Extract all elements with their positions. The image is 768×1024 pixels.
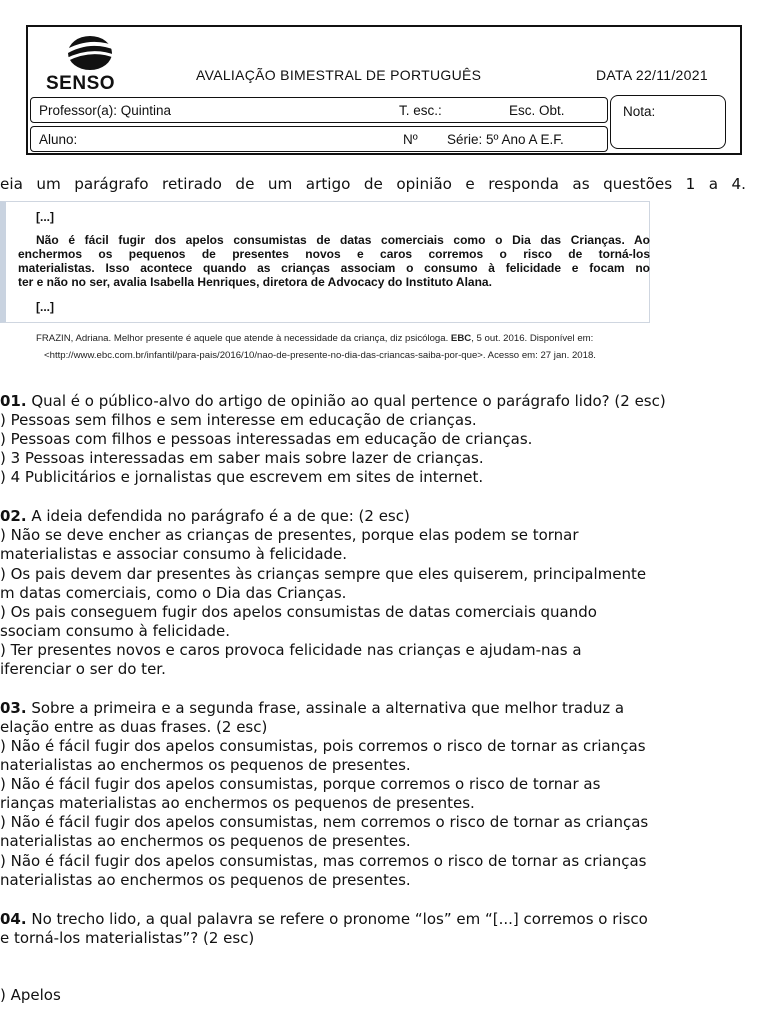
q3-option-line: ) Não é fácil fugir dos apelos consumistas, mas corremos o risco de tornar as crianças bbox=[0, 852, 647, 870]
question-3-cont: elação entre as duas frases. (2 esc) bbox=[0, 718, 268, 736]
teacher-field: Professor(a): Quintina bbox=[39, 103, 172, 118]
q2-option-line: ) Os pais conseguem fugir dos apelos consumistas de datas comerciais quando bbox=[0, 603, 597, 621]
question-3: 03. Sobre a primeira e a segunda frase, assinale a alternativa que melhor traduz a bbox=[0, 699, 625, 717]
q2-option-line: ) Ter presentes novos e caros provoca felicidade nas crianças e ajudam-nas a bbox=[0, 641, 582, 659]
quote-line: Não é fácil fugir dos apelos consumistas de datas comerciais como o Dia das Crianças. Ao bbox=[36, 233, 650, 247]
q3-option-line: rianças materialistas ao enchermos os pequenos de presentes. bbox=[0, 794, 475, 812]
grade-label: Nota: bbox=[623, 104, 656, 119]
q3-option-line: ) Não é fácil fugir dos apelos consumistas, nem corremos o risco de tornar as crianças bbox=[0, 813, 649, 831]
q4-option: ) Apelos bbox=[0, 986, 61, 1004]
question-4-cont: e torná-los materialistas”? (2 esc) bbox=[0, 929, 255, 947]
quote-box bbox=[0, 201, 650, 323]
q2-option-line: ssociam consumo à felicidade. bbox=[0, 622, 231, 640]
quote-ellipsis-top: [...] bbox=[36, 210, 54, 224]
exam-title: AVALIAÇÃO BIMESTRAL DE PORTUGUÊS bbox=[196, 67, 482, 83]
q2-option-line: materialistas e associar consumo à felicidade. bbox=[0, 545, 348, 563]
q3-option-line: naterialistas ao enchermos os pequenos de presentes. bbox=[0, 756, 411, 774]
q2-option-line: iferenciar o ser do ter. bbox=[0, 660, 166, 678]
q1-option: ) 3 Pessoas interessadas em saber mais sobre lazer de crianças. bbox=[0, 449, 484, 467]
q1-option: ) Pessoas com filhos e pessoas interessadas em educação de crianças. bbox=[0, 430, 533, 448]
q1-option: ) Pessoas sem filhos e sem interesse em educação de crianças. bbox=[0, 411, 477, 429]
q3-option-line: ) Não é fácil fugir dos apelos consumistas, porque corremos o risco de tornar as bbox=[0, 775, 601, 793]
quote-line: enchermos os pequenos de presentes novos e caros corremos o risco de torná-los bbox=[18, 247, 650, 261]
question-2: 02. A ideia defendida no parágrafo é a de que: (2 esc) bbox=[0, 507, 410, 525]
teacher-row bbox=[30, 97, 608, 123]
reference-url: <http://www.ebc.com.br/infantil/para-pais/2016/10/nao-de-presente-no-dia-das-criancas-saiba-por-que>. Acesso em: 27 jan. 2018. bbox=[44, 350, 596, 361]
quote-ellipsis-bottom: [...] bbox=[36, 300, 54, 314]
student-field: Aluno: bbox=[39, 132, 78, 147]
q3-option-line: naterialistas ao enchermos os pequenos de presentes. bbox=[0, 832, 411, 850]
quote-line: materialistas. Isso acontece quando as crianças associam o consumo à felicidade e focam no bbox=[18, 261, 650, 275]
number-field: Nº bbox=[403, 132, 418, 147]
q1-option: ) 4 Publicitários e jornalistas que escrevem em sites de internet. bbox=[0, 468, 484, 486]
question-4: 04. No trecho lido, a qual palavra se refere o pronome “los” em “[...] corremos o risco bbox=[0, 910, 648, 928]
q2-option-line: m datas comerciais, como o Dia das Crianças. bbox=[0, 584, 347, 602]
q2-option-line: ) Os pais devem dar presentes às crianças sempre que eles quiserem, principalmente bbox=[0, 565, 647, 583]
esc-obt-field: Esc. Obt. bbox=[509, 103, 565, 118]
q2-option-line: ) Não se deve encher as crianças de presentes, porque elas podem se tornar bbox=[0, 526, 579, 544]
q3-option-line: naterialistas ao enchermos os pequenos de presentes. bbox=[0, 871, 411, 889]
question-1: 01. Qual é o público-alvo do artigo de opinião ao qual pertence o parágrafo lido? (2 esc) bbox=[0, 392, 666, 410]
exam-date: DATA 22/11/2021 bbox=[596, 67, 708, 83]
instruction: eia um parágrafo retirado de um artigo de opinião e responda as questões 1 a 4. bbox=[0, 175, 746, 193]
quote-line: ter e não no ser, avalia Isabella Henriques, diretora de Advocacy do Instituto Alana. bbox=[18, 275, 492, 289]
reference-line: FRAZIN, Adriana. Melhor presente é aquele que atende à necessidade da criança, diz psicóloga. EBC, 5 out. 2016. Disponível em: bbox=[36, 333, 594, 344]
q3-option-line: ) Não é fácil fugir dos apelos consumistas, pois corremos o risco de tornar as crianças bbox=[0, 737, 646, 755]
t-esc-field: T. esc.: bbox=[399, 103, 442, 118]
serie-field: Série: 5º Ano A E.F. bbox=[447, 132, 564, 147]
student-row bbox=[30, 126, 608, 152]
grade-box bbox=[610, 95, 726, 149]
exam-header bbox=[26, 25, 742, 155]
logo-text: SENSO bbox=[46, 73, 116, 94]
